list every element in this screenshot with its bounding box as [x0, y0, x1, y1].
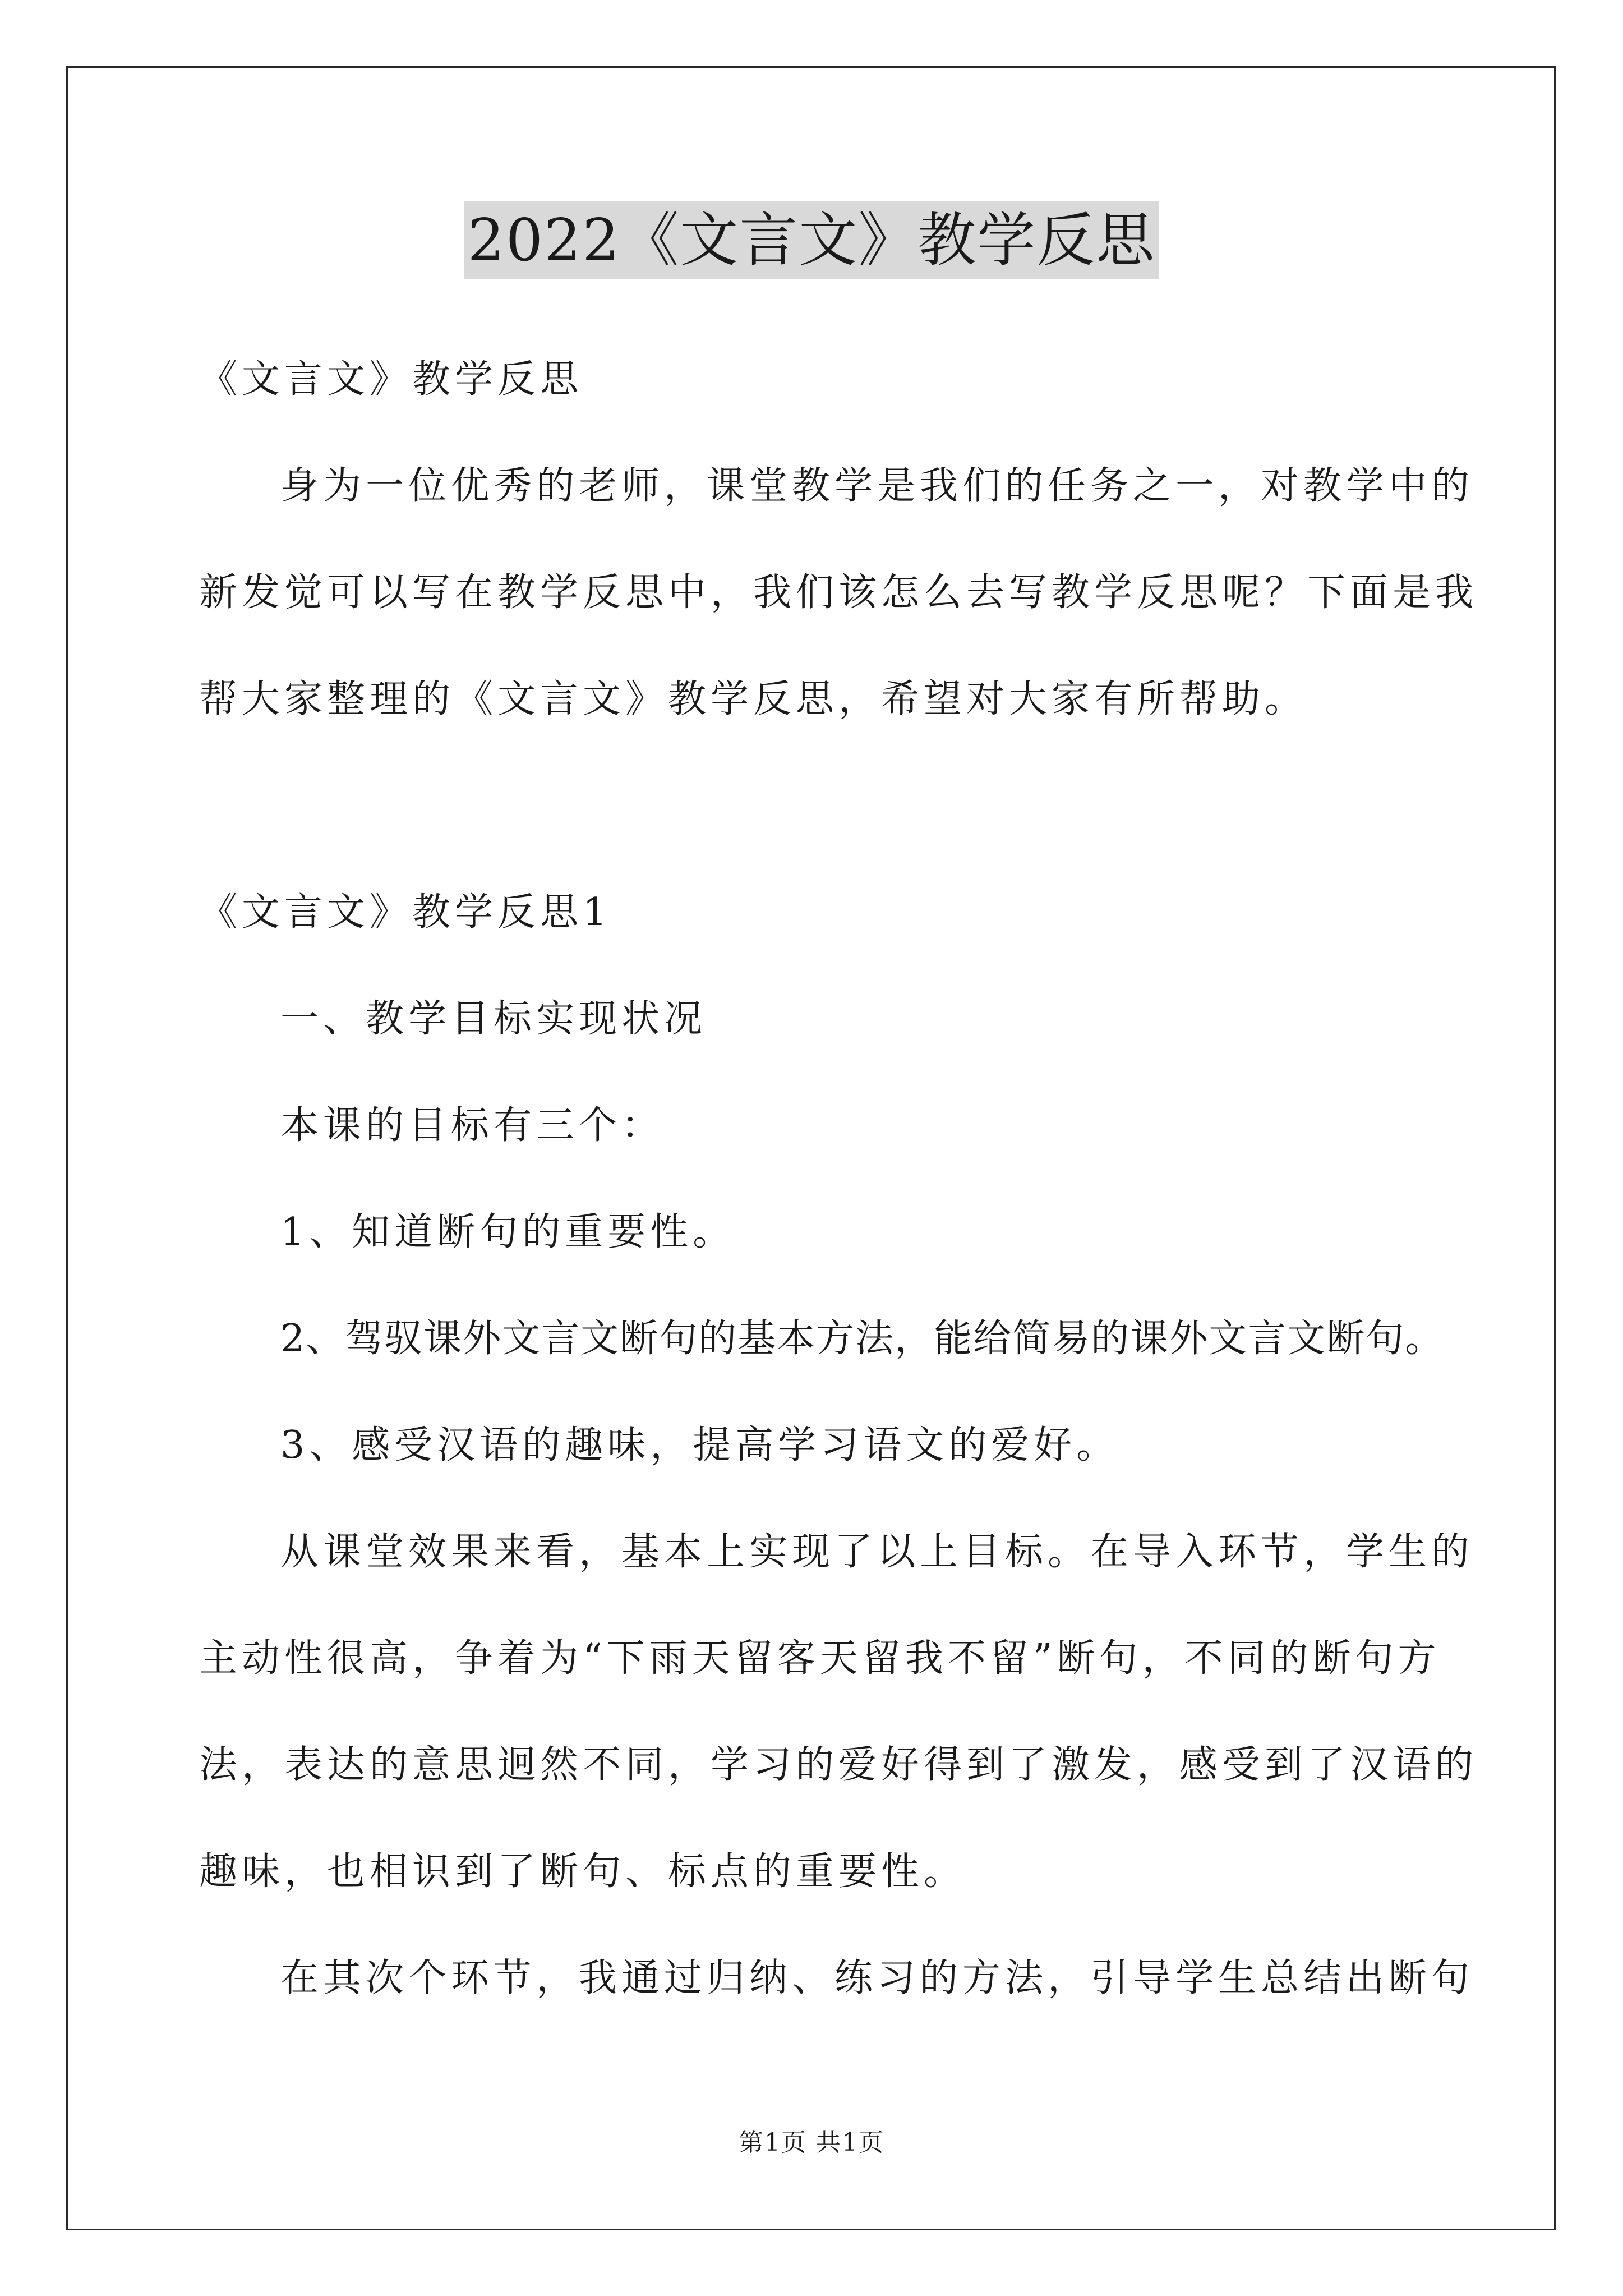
paragraph-line: 新发觉可以写在教学反思中，我们该怎么去写教学反思呢？下面是我: [199, 570, 1478, 615]
paragraph-line: 主动性很高，争着为“下雨天留客天留我不留”断句，不同的断句方: [199, 1636, 1441, 1681]
paragraph-line: 帮大家整理的《文言文》教学反思，希望对大家有所帮助。: [199, 677, 1308, 721]
subsection-heading: 一、教学目标实现状况: [280, 997, 707, 1041]
paragraph-line: 本课的目标有三个：: [280, 1103, 665, 1148]
subtitle-line: 《文言文》教学反思: [199, 357, 583, 402]
section-heading: 《文言文》教学反思1: [199, 890, 612, 935]
paragraph-line: 法，表达的意思迥然不同，学习的爱好得到了激发，感受到了汉语的: [199, 1743, 1478, 1787]
page-footer: 第1页 共1页: [739, 2128, 884, 2157]
document-title: 2022《文言文》教学反思: [464, 201, 1159, 279]
title-container: [0, 201, 1623, 279]
paragraph-line: 趣味，也相识到了断句、标点的重要性。: [199, 1849, 967, 1894]
list-item: 2、驾驭课外文言文断句的基本方法，能给简易的课外文言文断句。: [280, 1317, 1445, 1361]
paragraph-line: 在其次个环节，我通过归纳、练习的方法，引导学生总结出断句: [280, 1956, 1474, 2000]
paragraph-line: 从课堂效果来看，基本上实现了以上目标。在导入环节，学生的: [280, 1530, 1474, 1574]
paragraph-line: 身为一位优秀的老师，课堂教学是我们的任务之一，对教学中的: [280, 464, 1474, 508]
list-item: 1、知道断句的重要性。: [280, 1210, 736, 1254]
list-item: 3、感受汉语的趣味，提高学习语文的爱好。: [280, 1423, 1119, 1467]
